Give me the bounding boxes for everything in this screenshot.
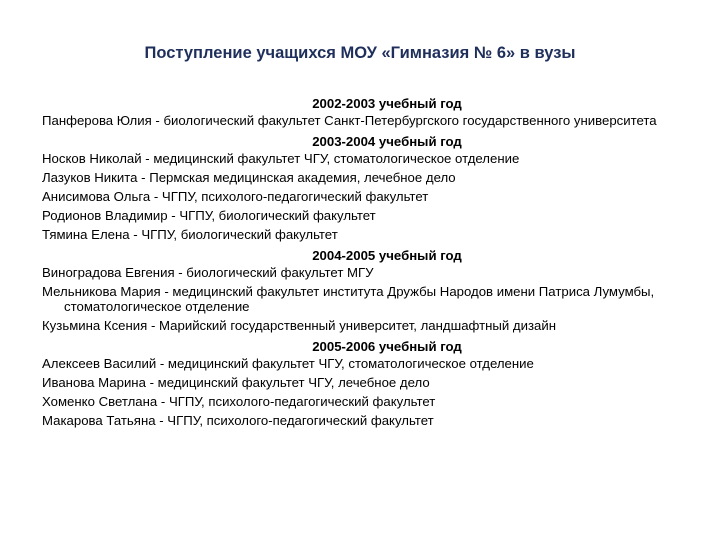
page-title: Поступление учащихся МОУ «Гимназия № 6» в вузы [144, 44, 576, 62]
year-heading: 2004-2005 учебный год [312, 247, 462, 263]
year-heading: 2003-2004 учебный год [312, 133, 462, 149]
student-entry: Алексеев Василий - медицинский факультет ЧГУ, стоматологическое отделение [42, 356, 534, 372]
student-entry: Макарова Татьяна - ЧГПУ, психолого-педагогический факультет [42, 413, 434, 429]
student-entry: Родионов Владимир - ЧГПУ, биологический факультет [42, 207, 376, 223]
student-entry: Мельникова Мария - медицинский факультет института Дружбы Народов имени Патриса Лумумбы, стоматологическое отделение [42, 283, 655, 315]
year-section [42, 246, 682, 334]
student-entry: Виноградова Евгения - биологический факультет МГУ [42, 264, 374, 280]
student-entry: Тямина Елена - ЧГПУ, биологический факультет [42, 226, 338, 242]
year-section [42, 337, 682, 429]
admissions-list [42, 94, 682, 432]
student-entry: Кузьмина Ксения - Марийский государственный университет, ландшафтный дизайн [42, 318, 557, 334]
student-entry: Лазуков Никита - Пермская медицинская академия, лечебное дело [42, 169, 456, 185]
student-entry: Панферова Юлия - биологический факультет Санкт-Петербургского государственного университета [42, 113, 657, 128]
year-section [42, 132, 682, 243]
year-heading: 2002-2003 учебный год [312, 96, 462, 111]
student-entry: Анисимова Ольга - ЧГПУ, психолого-педагогический факультет [42, 188, 429, 204]
student-entry: Носков Николай - медицинский факультет ЧГУ, стоматологическое отделение [42, 150, 520, 166]
student-entry: Иванова Марина - медицинский факультет ЧГУ, лечебное дело [42, 375, 430, 391]
year-section [42, 94, 682, 129]
year-heading: 2005-2006 учебный год [312, 339, 462, 355]
student-entry: Хоменко Светлана - ЧГПУ, психолого-педагогический факультет [42, 394, 436, 410]
